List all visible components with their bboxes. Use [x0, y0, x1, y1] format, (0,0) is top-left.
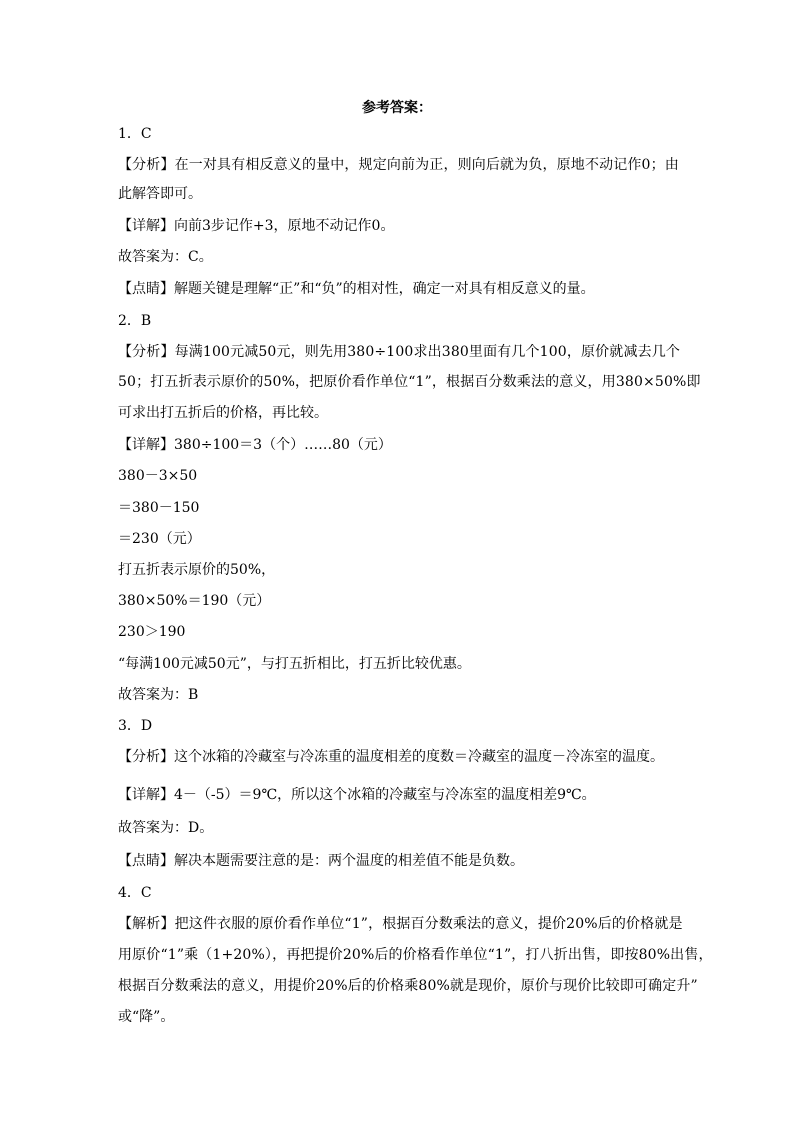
answer-2-detail-line-7: 230＞190: [118, 624, 186, 640]
answer-2-detail-line-2: 380－3×50: [118, 468, 198, 484]
answer-number-1: 1．C: [118, 126, 152, 142]
answer-3-conclusion: 故答案为：D。: [118, 820, 214, 836]
answer-2-detail-line-8: “每满100元减50元”，与打五折相比，打五折比较优惠。: [118, 656, 471, 672]
answer-2-analysis-line-3: 可求出打五折后的价格，再比较。: [118, 405, 328, 421]
answer-4-explanation-line-2: 用原价“1”乘（1+20%），再把提价20%后的价格看作单位“1”，打八折出售，即按80%出售，: [118, 947, 713, 963]
answer-1-conclusion: 故答案为：C。: [118, 249, 213, 265]
answer-number-3: 3．D: [118, 718, 153, 734]
answer-1-detail: 【详解】向前3步记作+3，原地不动记作0。: [118, 218, 395, 234]
answer-number-2: 2．B: [118, 313, 152, 329]
answer-3-detail: 【详解】4－（-5）＝9℃，所以这个冰箱的冷藏室与冷冻室的温度相差9℃。: [118, 787, 596, 803]
answer-2-detail-line-5: 打五折表示原价的50%，: [118, 562, 276, 578]
answer-2-analysis-line-2: 50；打五折表示原价的50%，把原价看作单位“1”，根据百分数乘法的意义，用380×50%即: [118, 374, 701, 390]
answer-2-analysis-line-1: 【分析】每满100元减50元，则先用380÷100求出380里面有几个100，原价就减去几个: [118, 344, 681, 360]
answer-4-explanation-line-3: 根据百分数乘法的意义，用提价20%后的价格乘80%就是现价，原价与现价比较即可确定升”: [118, 978, 698, 994]
answer-number-4: 4．C: [118, 885, 152, 901]
answer-1-key-point: 【点睛】解题关键是理解“正”和“负”的相对性，确定一对具有相反意义的量。: [118, 281, 595, 297]
answer-2-detail-line-4: ＝230（元）: [118, 531, 201, 547]
answer-2-detail-line-1: 【详解】380÷100＝3（个）……80（元）: [118, 437, 392, 453]
answer-1-analysis-line-2: 此解答即可。: [118, 186, 202, 202]
answer-4-explanation-line-1: 【解析】把这件衣服的原价看作单位“1”，根据百分数乘法的意义，提价20%后的价格就是: [118, 916, 683, 932]
answer-4-explanation-line-4: 或“降”。: [118, 1009, 175, 1025]
page-title: 参考答案：: [362, 100, 432, 116]
answer-3-key-point: 【点睛】解决本题需要注意的是：两个温度的相差值不能是负数。: [118, 853, 524, 869]
answer-3-analysis: 【分析】这个冰箱的冷藏室与冷冻重的温度相差的度数＝冷藏室的温度－冷冻室的温度。: [118, 749, 664, 765]
answer-2-detail-line-3: ＝380－150: [118, 500, 200, 516]
answer-1-analysis-line-1: 【分析】在一对具有相反意义的量中，规定向前为正，则向后就为负，原地不动记作0；由: [118, 157, 679, 173]
answer-2-conclusion: 故答案为：B: [118, 687, 199, 703]
answer-2-detail-line-6: 380×50%＝190（元）: [118, 593, 271, 609]
